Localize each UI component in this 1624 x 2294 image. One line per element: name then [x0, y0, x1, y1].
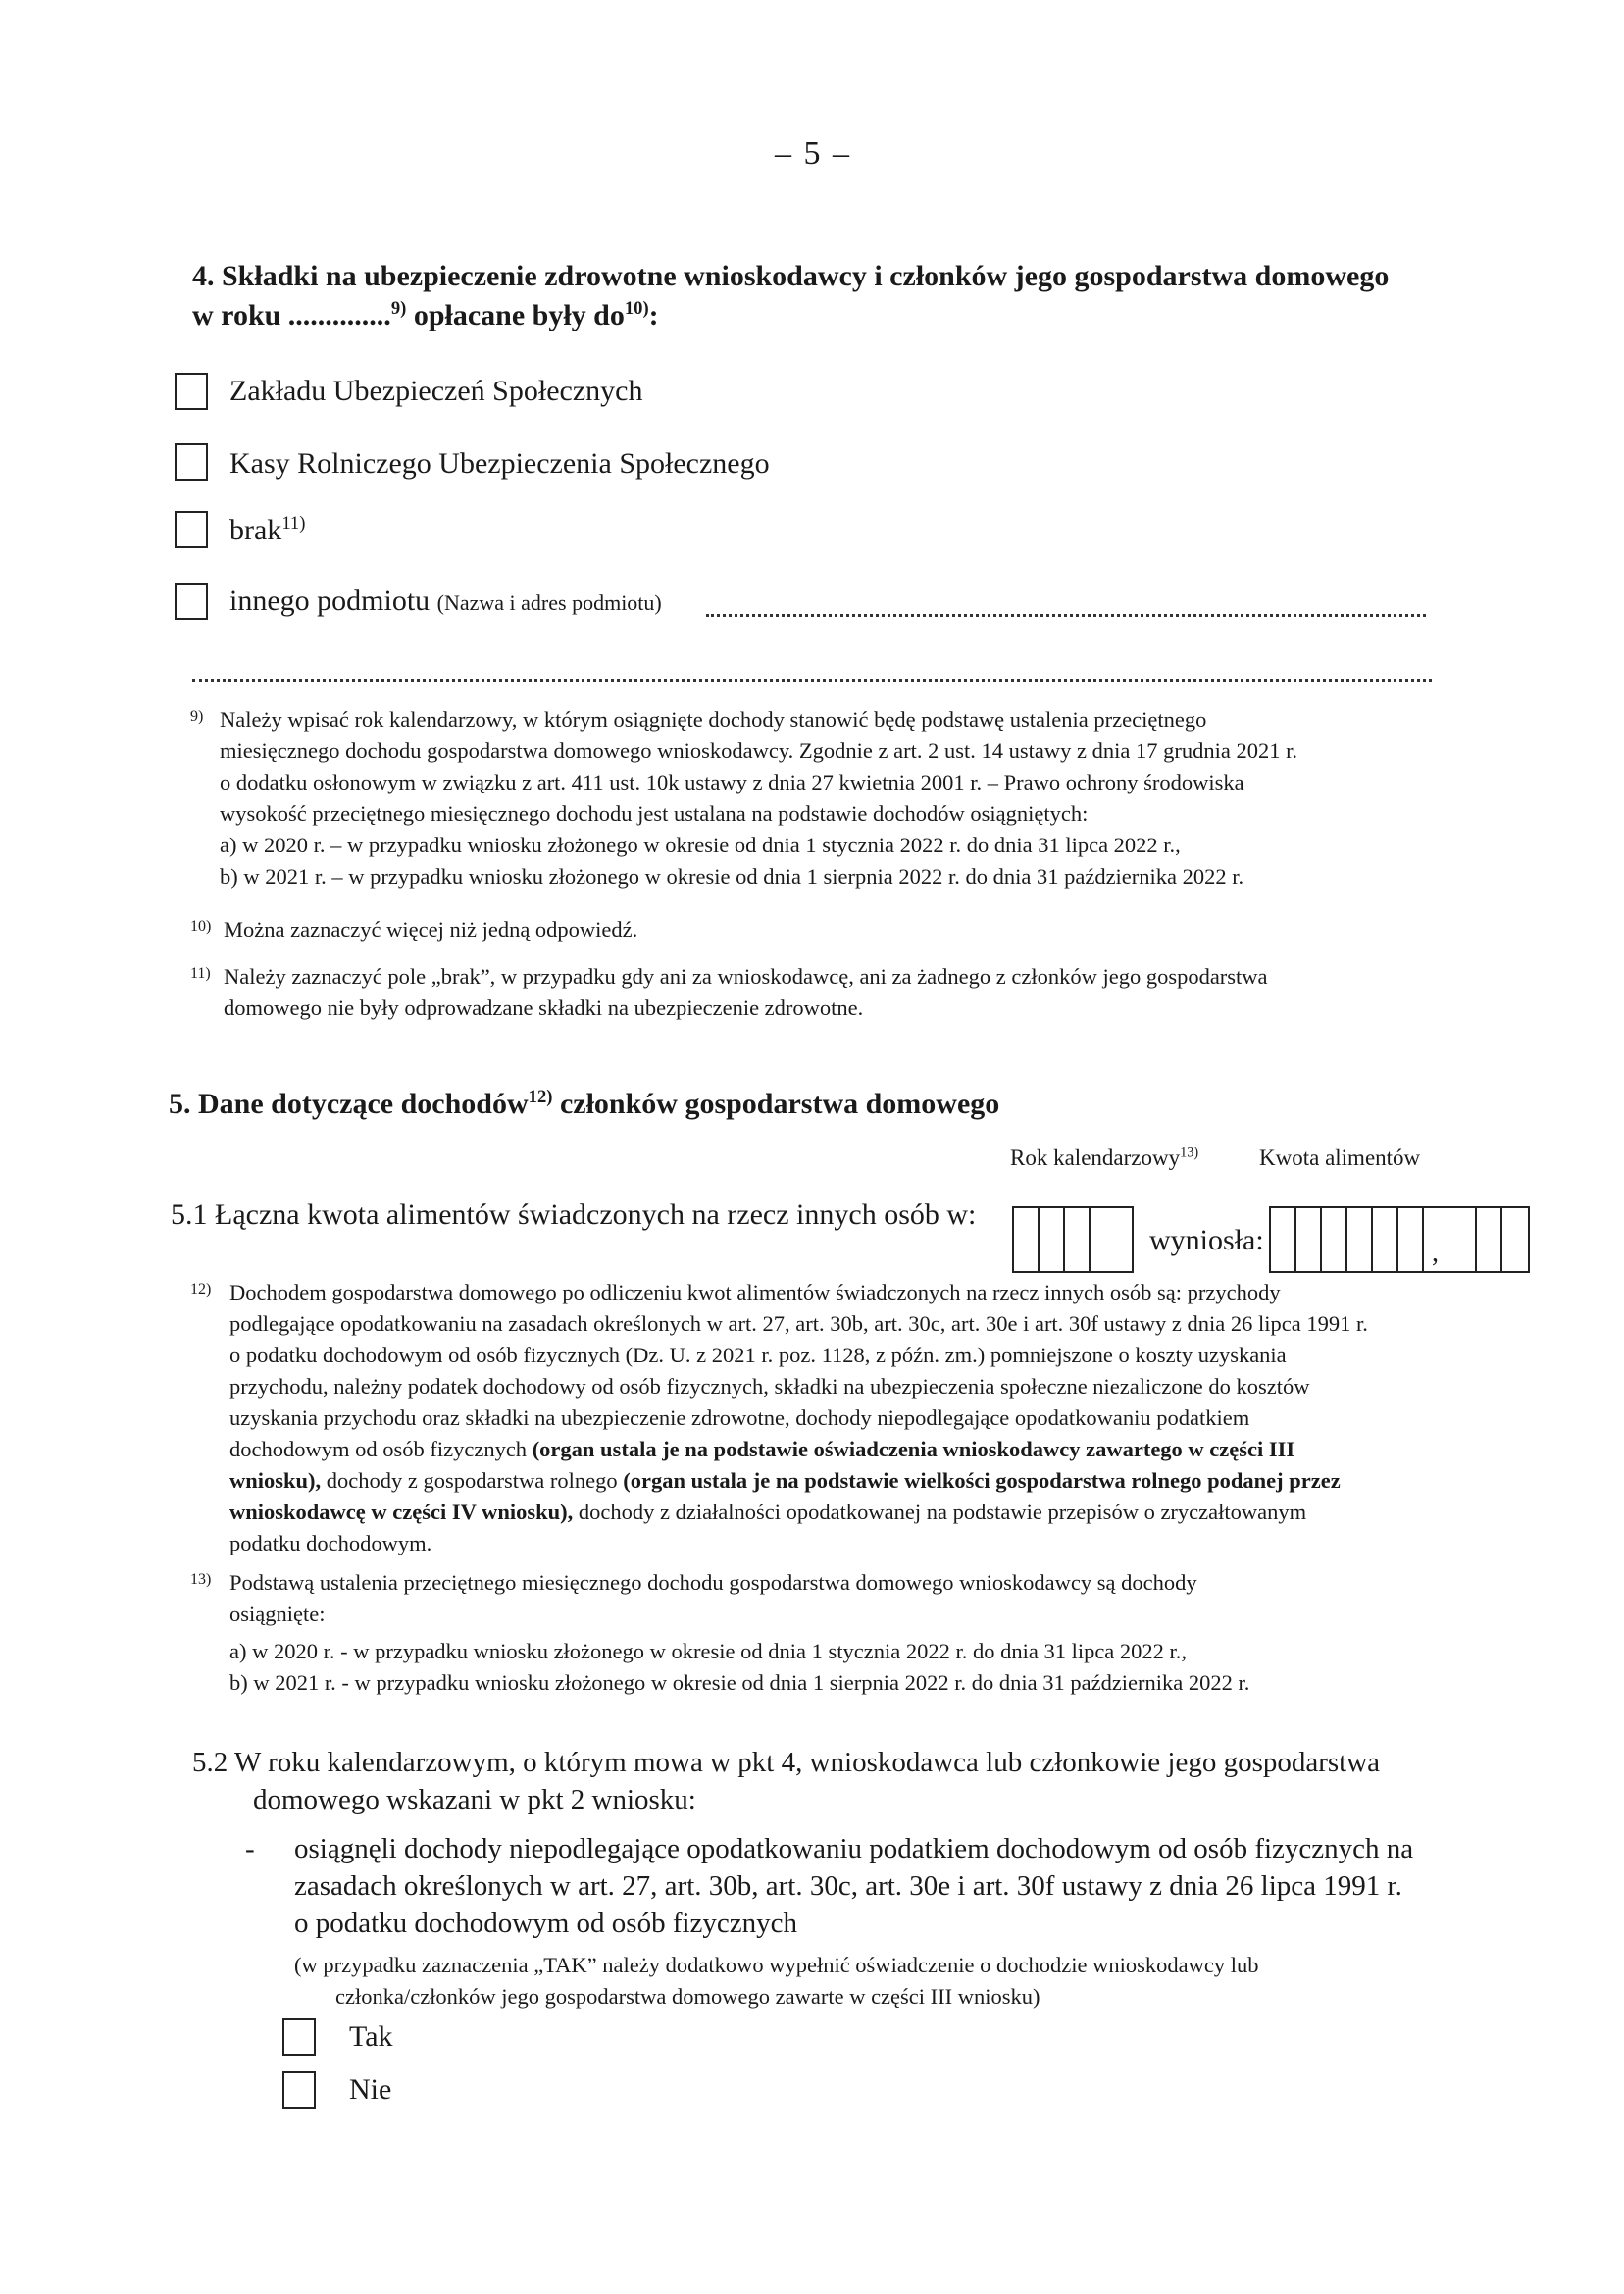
- column-header-amount: Kwota alimentów: [1259, 1146, 1421, 1170]
- section-5-title: 5. Dane dotyczące dochodów$^{12)}$ członków gospodarstwa domowego: [169, 1087, 1000, 1120]
- footnote-12-line: Dochodem gospodarstwa domowego po odliczeniu kwot alimentów świadczonych na rzecz innych osób są: przychody: [229, 1280, 1281, 1304]
- footnote-13-line: osiągnięte:: [229, 1602, 326, 1626]
- item-5-2-note: [294, 1950, 1506, 2013]
- checkbox-nie[interactable]: [282, 2071, 316, 2109]
- item-5-2-bullet-line: o podatku dochodowym od osób fizycznych: [294, 1908, 798, 1939]
- footnote-12: 12) Dochodem gospodarstwa domowego po odliczeniu kwot alimentów świadczonych na rzecz innych osób są: przychody podlegające opodatkowaniu na zasadach określonych w art. 27, art. 30b, art. 30c, art. 30e i art. 30f ustawy z dnia 26 lipca 1991 r. o podatku dochodowym od osób fizycznych (Dz. U. z 2021 r. poz. 1128, z późn. zm.) pomniejszone o koszty uzyskania przychodu, należny podatek dochodowy od osób fizycznych, składki na ubezpieczenia społeczne niezaliczone do kosztów uzyskania przychodu oraz składki na ubezpieczenie zdrowotne, dochody niepodlegające opodatkowaniu podatkiem dochodowym od osób fizycznych (organ ustala je na podstawie oświadczenia wnioskodawcy zawartego w części III wniosku), dochody z gospodarstwa rolnego (organ ustala je na podstawie wielkości gospodarstwa rolnego podanej przez wnioskodawcę w części IV wniosku), dochody z działalności opodatkowanej na podstawie przepisów o zryczałtowanym podatku dochodowym.: [190, 1277, 1504, 1559]
- footnote-12-line: przychodu, należny podatek dochodowy od osób fizycznych, składki na ubezpieczenia społeczne niezaliczone do kosztów: [229, 1374, 1310, 1399]
- item-5-2-note-line: (w przypadku zaznaczenia „TAK” należy dodatkowo wypełnić oświadczenie o dochodzie wnioskodawcy lub: [294, 1953, 1259, 1977]
- footnote-11-line: Należy zaznaczyć pole „brak”, w przypadku gdy ani za wnioskodawcę, ani za żadnego z członków jego gospodarstwa: [224, 964, 1268, 989]
- footnote-13-line: b) w 2021 r. - w przypadku wniosku złożonego w okresie od dnia 1 sierpnia 2022 r. do dnia 31 października 2022 r.: [229, 1670, 1250, 1695]
- item-5-2: [192, 1744, 1506, 1818]
- footnote-12-line: wnioskodawcę w części IV wniosku), dochody z działalności opodatkowanej na podstawie przepisów o zryczałtowanym: [229, 1500, 1307, 1524]
- year-input[interactable]: [1012, 1206, 1134, 1273]
- section-4-title: [192, 257, 1467, 335]
- amount-input[interactable]: [1269, 1206, 1530, 1273]
- section-4-title-line2: w roku ..............$^{9)}$ opłacane były $do^{10)}$:: [192, 298, 659, 331]
- footnote-12-line: dochodowym od osób fizycznych (organ ustala je na podstawie oświadczenia wnioskodawcy zawartego w części III: [229, 1437, 1295, 1461]
- answer-label-nie: Nie: [349, 2073, 392, 2106]
- item-5-2-note-line: członka/członków jego gospodarstwa domowego zawarte w części III wniosku): [335, 1984, 1040, 2009]
- item-5-2-dash: -: [245, 1833, 255, 1864]
- footnote-11-line: domowego nie były odprowadzane składki na ubezpieczenie zdrowotne.: [224, 995, 864, 1020]
- footnote-9-line: miesięcznego dochodu gospodarstwa domowego wnioskodawcy. Zgodnie z art. 2 ust. 14 ustawy z dnia 17 grudnia 2021 r.: [220, 739, 1297, 763]
- amount-decimal-comma: ,: [1432, 1238, 1439, 1268]
- checkbox-krus[interactable]: [175, 443, 208, 481]
- footnote-9-line: o dodatku osłonowym w związku z art. 411 ust. 10k ustawy z dnia 27 kwietnia 2001 r. – Prawo ochrony środowiska: [220, 770, 1244, 794]
- checkbox-brak[interactable]: [175, 511, 208, 548]
- footnote-13-line: a) w 2020 r. - w przypadku wniosku złożonego w okresie od dnia 1 stycznia 2022 r. do dnia 31 lipca 2022 r.,: [229, 1639, 1188, 1663]
- item-5-2-line: 5.2 W roku kalendarzowym, o którym mowa w pkt 4, wnioskodawca lub członkowie jego gospodarstwa: [192, 1747, 1381, 1778]
- footnote-12-line: podatku dochodowym.: [229, 1531, 432, 1555]
- footnote-9: 9) Należy wpisać rok kalendarzowy, w którym osiągnięte dochody stanowić będę podstawę ustalenia przeciętnego miesięcznego dochodu gospodarstwa domowego wnioskodawcy. Zgodnie z art. 2 ust. 14 ustawy z dnia 17 grudnia 2021 r. o dodatku osłonowym w związku z art. 411 ust. 10k ustawy z dnia 27 kwietnia 2001 r. – Prawo ochrony środowiska wysokość przeciętnego miesięcznego dochodu jest ustalana na podstawie dochodów osiągniętych: a) w 2020 r. – w przypadku wniosku złożonego w okresie od dnia 1 stycznia 2022 r. do dnia 31 lipca 2022 r., b) w 2021 r. – w przypadku wniosku złożonego w okresie od dnia 1 sierpnia 2022 r. do dnia 31 października 2022 r.: [190, 704, 1436, 892]
- checkbox-tak[interactable]: [282, 2018, 316, 2056]
- option-label-brak: brak$^{11)}$: [229, 513, 306, 546]
- footnote-12-line: podlegające opodatkowaniu na zasadach określonych w art. 27, art. 30b, art. 30c, art. 30e i art. 30f ustawy z dnia 26 lipca 1991 r.: [229, 1311, 1368, 1336]
- footnote-9-line: wysokość przeciętnego miesięcznego dochodu jest ustalana na podstawie dochodów osiągniętych:: [220, 801, 1089, 826]
- footnote-12-line: uzyskania przychodu oraz składki na ubezpieczenie zdrowotne, dochody niepodlegające opodatkowaniu podatkiem: [229, 1405, 1250, 1430]
- option-label-krus: Kasy Rolniczego Ubezpieczenia Społecznego: [229, 447, 770, 480]
- item-5-2-bullet-line: zasadach określonych w art. 27, art. 30b, art. 30c, art. 30e i art. 30f ustawy z dnia 26 lipca 1991 r.: [294, 1870, 1402, 1902]
- other-entity-address-field[interactable]: [192, 679, 1432, 682]
- footnote-11: 11) Należy zaznaczyć pole „brak”, w przypadku gdy ani za wnioskodawcę, ani za żadnego z członków jego gospodarstwa domowego nie były odprowadzane składki na ubezpieczenie zdrowotne.: [190, 961, 1436, 1024]
- item-5-2-bullet: [294, 1830, 1510, 1942]
- section-4-title-line1: 4. Składki na ubezpieczenie zdrowotne wnioskodawcy i członków jego gospodarstwa domowego: [192, 260, 1390, 292]
- item-5-1-label: 5.1 Łączna kwota alimentów świadczonych na rzecz innych osób w:: [171, 1198, 977, 1231]
- checkbox-zus[interactable]: [175, 373, 208, 410]
- footnote-13: 13) Podstawą ustalenia przeciętnego miesięcznego dochodu gospodarstwa domowego wnioskodawcy są dochody osiągnięte: a) w 2020 r. - w przypadku wniosku złożonego w okresie od dnia 1 stycznia 2022 r. do dnia 31 lipca 2022 r., b) w 2021 r. - w przypadku wniosku złożonego w okresie od dnia 1 sierpnia 2022 r. do dnia 31 października 2022 r.: [190, 1567, 1406, 1699]
- option-label-zus: Zakładu Ubezpieczeń Społecznych: [229, 375, 643, 407]
- footnote-12-line: o podatku dochodowym od osób fizycznych (Dz. U. z 2021 r. poz. 1128, z późn. zm.) pomniejszone o koszty uzyskania: [229, 1343, 1287, 1367]
- item-5-2-bullet-line: osiągnęli dochody niepodlegające opodatkowaniu podatkiem dochodowym od osób fizycznych na: [294, 1833, 1414, 1864]
- footnote-12-line: wniosku), dochody z gospodarstwa rolnego (organ ustala je na podstawie wielkości gospodarstwa rolnego podanej przez: [229, 1468, 1341, 1493]
- footnote-13-line: Podstawą ustalenia przeciętnego miesięcznego dochodu gospodarstwa domowego wnioskodawcy są dochody: [229, 1570, 1197, 1595]
- column-header-year: Rok kalendarzowy$^{13)}$: [1010, 1145, 1199, 1170]
- option-label-other-entity: innego podmiotu (Nazwa i adres podmiotu): [229, 585, 662, 617]
- item-5-2-line: domowego wskazani w pkt 2 wniosku:: [253, 1784, 696, 1815]
- footnote-9-line: b) w 2021 r. – w przypadku wniosku złożonego w okresie od dnia 1 sierpnia 2022 r. do dnia 31 października 2022 r.: [220, 864, 1244, 889]
- footnote-9-line: a) w 2020 r. – w przypadku wniosku złożonego w okresie od dnia 1 stycznia 2022 r. do dnia 31 lipca 2022 r.,: [220, 833, 1181, 857]
- footnote-9-line: Należy wpisać rok kalendarzowy, w którym osiągnięte dochody stanowić będę podstawę ustalenia przeciętnego: [220, 707, 1207, 732]
- checkbox-other-entity[interactable]: [175, 583, 208, 620]
- answer-label-tak: Tak: [349, 2020, 393, 2053]
- page-number: – 5 –: [775, 135, 851, 172]
- other-entity-name-field[interactable]: [706, 614, 1426, 617]
- amount-label: wyniosła:: [1149, 1224, 1264, 1256]
- footnote-10: 10) Można zaznaczyć więcej niż jedną odpowiedź.: [190, 917, 638, 942]
